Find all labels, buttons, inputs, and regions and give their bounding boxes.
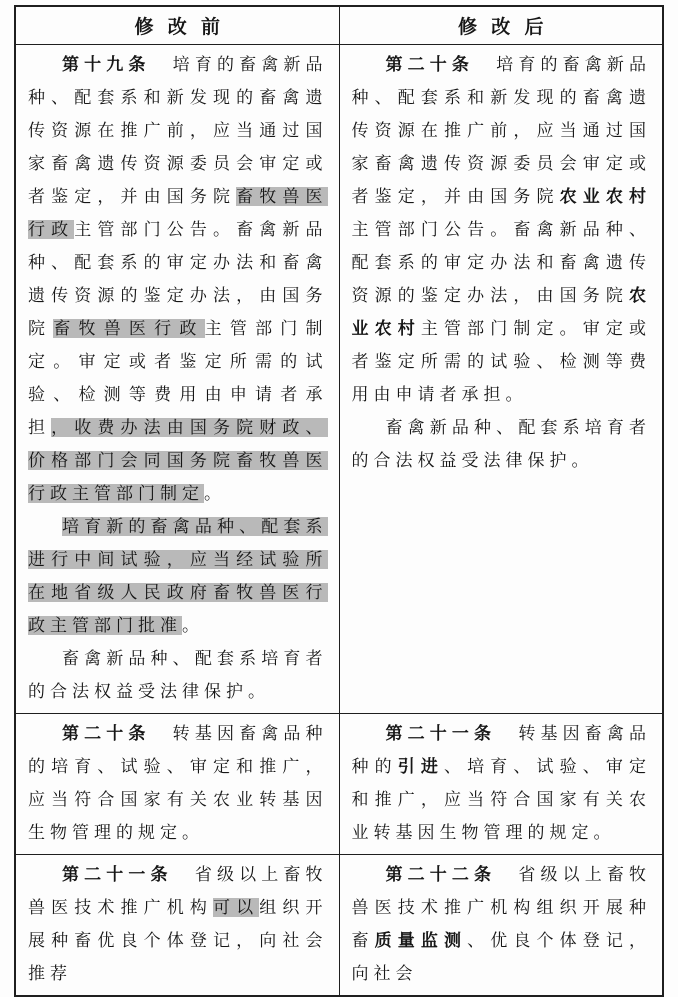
cell-after-article-20 [339, 44, 663, 713]
emphasized-text: 质量监测 [374, 930, 468, 950]
cell-before-article-20 [15, 713, 339, 854]
body-text: 转基因畜禽品种的 [351, 723, 652, 776]
comparison-table [14, 5, 664, 997]
paragraph [28, 642, 328, 708]
emphasized-text: 引进 [397, 756, 444, 776]
deleted-text: 畜牧兽医行政 [53, 318, 205, 338]
body-text: 。 [204, 483, 226, 503]
cell-after-article-22 [339, 854, 663, 996]
deleted-text: 畜牧兽医行政 [28, 186, 328, 239]
body-text: 主管部门制定。审定或者鉴定所需的试验、检测等费用由申请者承担 [28, 318, 328, 437]
emphasized-text: 第二十一条 [62, 864, 173, 884]
deleted-text: 可以 [213, 897, 260, 917]
emphasized-text: 农业农村 [351, 285, 651, 338]
paragraph [28, 510, 328, 642]
body-text: 、优良个体登记，向社会 [351, 930, 651, 983]
header-row [15, 6, 663, 44]
paragraph [352, 717, 652, 849]
body-text: 。 [182, 615, 204, 635]
header-after: 修改后 [339, 6, 663, 44]
body-text: 畜禽新品种、配套系培育者的合法权益受法律保护。 [351, 417, 651, 470]
cell-before-article-19 [15, 44, 339, 713]
table-row-article-21-22 [15, 854, 663, 996]
table-row-article-20-21 [15, 713, 663, 854]
header-before: 修改前 [15, 6, 339, 44]
body-text: 转基因畜禽品种的培育、试验、审定和推广，应当符合国家有关农业转基因生物管理的规定。 [28, 723, 328, 842]
body-text: 主管部门公告。畜禽新品种、配套系的审定办法和畜禽遗传资源的鉴定办法，由国务院 [28, 219, 328, 338]
body-text: 畜禽新品种、配套系培育者的合法权益受法律保护。 [28, 648, 328, 701]
emphasized-text: 第二十一条 [385, 723, 497, 743]
body-text: 培育的畜禽新品种、配套系和新发现的畜禽遗传资源在推广前，应当通过国家畜禽遗传资源委员会审定或者鉴定，并由国务院 [28, 54, 328, 206]
paragraph [352, 858, 652, 990]
emphasized-text: 第二十条 [62, 723, 151, 743]
body-text: 主管部门公告。畜禽新品种、配套系的审定办法和畜禽遗传资源的鉴定办法，由国务院 [351, 219, 651, 305]
body-text: 组织开展种畜优良个体登记，向社会推荐 [28, 897, 328, 983]
table-row-article-19-20 [15, 44, 663, 713]
emphasized-text: 农业农村 [559, 186, 651, 206]
paragraph [352, 48, 652, 411]
body-text: 省级以上畜牧兽医技术推广机构组织开展种畜 [351, 864, 652, 950]
cell-before-article-21 [15, 854, 339, 996]
deleted-text: ，收费办法由国务院财政、价格部门会同国务院畜牧兽医行政主管部门制定 [28, 417, 328, 503]
paragraph [28, 48, 328, 510]
body-text: 培育的畜禽新品种、配套系和新发现的畜禽遗传资源在推广前，应当通过国家畜禽遗传资源委员会审定或者鉴定，并由国务院 [351, 54, 652, 206]
body-text: 、培育、试验、审定和推广，应当符合国家有关农业转基因生物管理的规定。 [351, 756, 651, 842]
body-text: 省级以上畜牧兽医技术推广机构 [28, 864, 328, 917]
emphasized-text: 第二十二条 [385, 864, 497, 884]
deleted-text: 培育新的畜禽品种、配套系进行中间试验，应当经试验所在地省级人民政府畜牧兽医行政主管部门批准 [28, 516, 328, 635]
paragraph [352, 411, 652, 477]
body-text: 主管部门制定。审定或者鉴定所需的试验、检测等费用由申请者承担。 [351, 318, 651, 404]
emphasized-text: 第二十条 [385, 54, 475, 74]
cell-after-article-21 [339, 713, 663, 854]
paragraph [28, 858, 328, 990]
emphasized-text: 第十九条 [62, 54, 151, 74]
paragraph [28, 717, 328, 849]
